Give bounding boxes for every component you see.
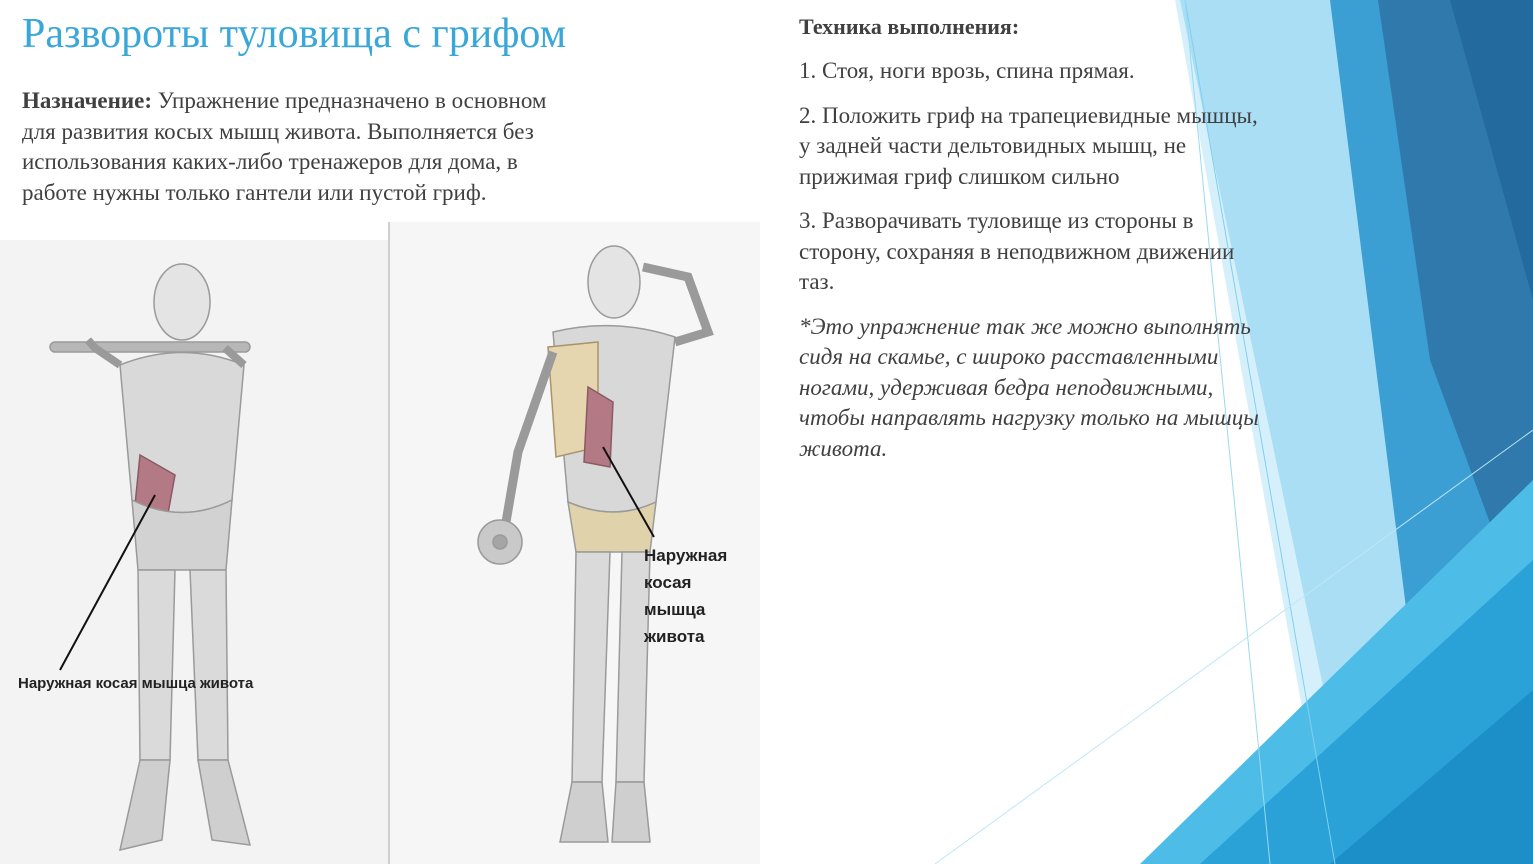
figure-left-head [154,264,210,340]
dumbbell-hub [493,535,507,549]
technique-section [799,14,1269,478]
technique-step-3: 3. Разворачивать туловище из стороны в сторону, сохраняя в неподвижном движении таз. [799,208,1235,294]
barbell-bar [50,342,250,352]
figure-right-label: Наружная косая мышца живота [644,546,728,646]
figure-left-label: Наружная косая мышца живота [18,675,254,692]
purpose-text: Упражнение предназначено в основном для развития косых мышц живота. Выполняется без использования каких-либо тренажеров для дома, в работе нужны только гантели или пустой гриф. [22,88,547,205]
technique-note: *Это упражнение так же можно выполнять сидя на скамье, с широко расставленными ногами, удерживая бедра неподвижными, чтобы направлять нагрузку только на мышцы живота. [799,313,1259,461]
purpose-label: Назначение: [22,88,153,113]
figure-left-barbell [0,240,390,864]
technique-step-1: 1. Стоя, ноги врозь, спина прямая. [799,58,1135,83]
technique-step-2: 2. Положить гриф на трапециевидные мышцы, у задней части дельтовидных мышц, не прижимая гриф слишком сильно [799,102,1258,189]
purpose-paragraph [22,86,582,208]
figure-right-foot-2 [612,782,650,842]
figure-right-head [588,246,640,318]
figure-left-leg-1 [138,570,175,760]
slide-title: Развороты туловища с грифом [22,11,567,57]
technique-heading: Техника выполнения: [799,14,1020,39]
